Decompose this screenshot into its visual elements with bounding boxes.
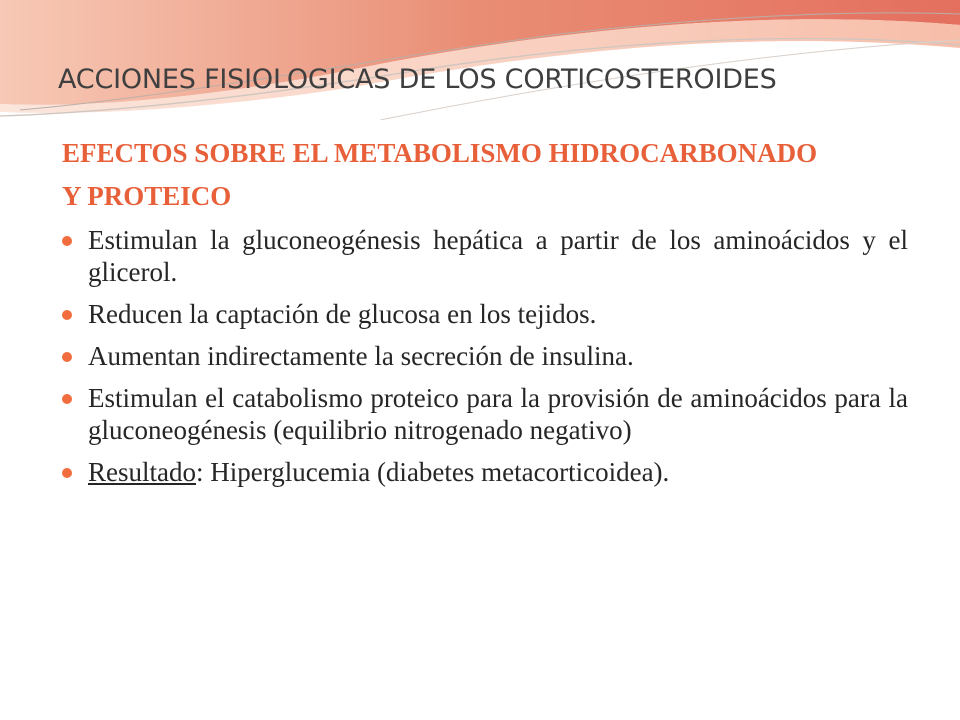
slide-title: ACCIONES FISIOLOGICAS DE LOS CORTICOSTEROIDES [58,64,777,95]
section-heading [62,132,922,218]
bullet-text: Estimulan el catabolismo proteico para la provisión de aminoácidos para la gluconeogénesis (equilibrio nitrogenado negativo) [88,383,908,445]
section-heading-line-2: Y PROTEICO [62,181,232,211]
bullet-text: Aumentan indirectamente la secreción de insulina. [88,341,634,371]
bullet-item [62,382,908,446]
result-text: : Hiperglucemia (diabetes metacorticoidea). [196,457,670,487]
bullet-item [62,224,908,288]
result-label: Resultado [88,457,196,487]
bullet-text: Reducen la captación de glucosa en los tejidos. [88,299,597,329]
bullet-dot-icon [62,468,72,478]
bullet-item-result [62,456,908,488]
bullet-dot-icon [62,310,72,320]
section-heading-line-1: EFECTOS SOBRE EL METABOLISMO HIDROCARBONADO [62,138,818,168]
bullet-dot-icon [62,236,72,246]
bullet-item [62,340,908,372]
header-swoosh-decoration [0,0,960,120]
bullet-item [62,298,908,330]
bullet-dot-icon [62,394,72,404]
bullet-dot-icon [62,352,72,362]
bullet-text: Estimulan la gluconeogénesis hepática a partir de los aminoácidos y el glicerol. [88,225,908,287]
bullet-list [62,224,908,498]
